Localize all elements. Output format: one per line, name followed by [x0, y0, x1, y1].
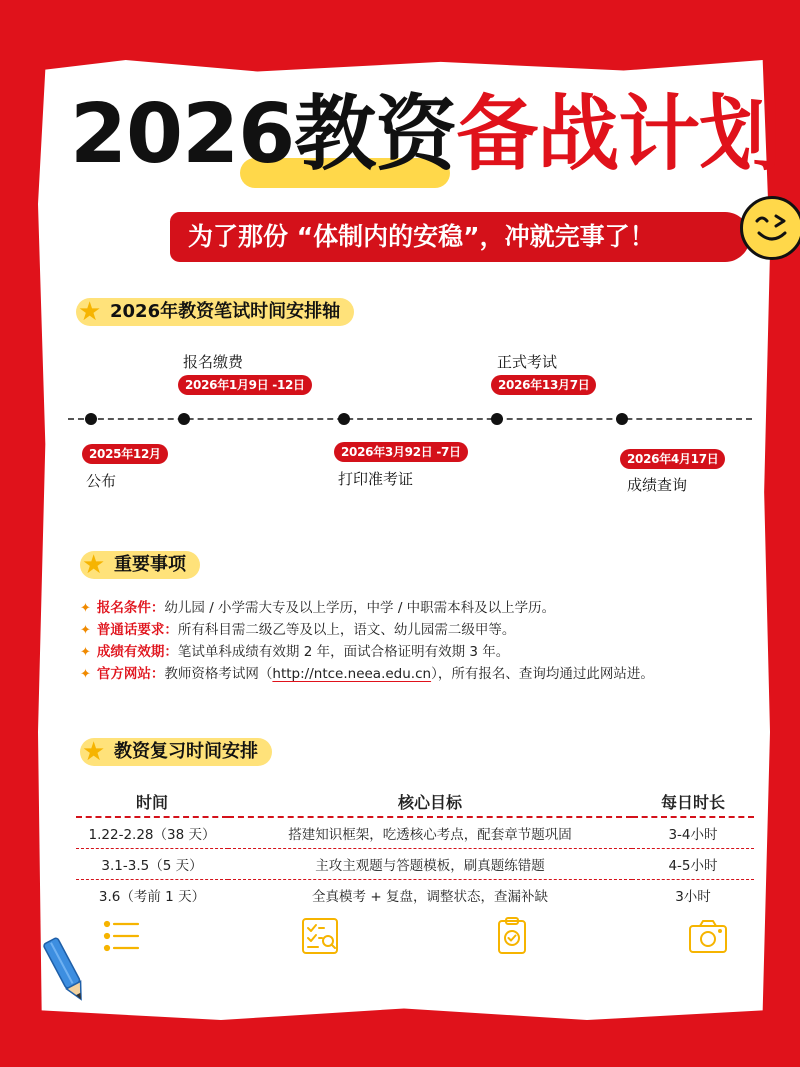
- table-cell: 全真模考 + 复盘，调整状态，查漏补缺: [312, 889, 548, 905]
- timeline-section-title: ★ 2026年教资笔试时间安排轴: [76, 298, 354, 326]
- table-cell: 搭建知识框架，吃透核心考点，配套章节题巩固: [228, 817, 632, 849]
- note-item: ✦ 官方网站：教师资格考试网（http://ntce.neea.edu.cn），所有报名、查询均通过此网站进。: [80, 666, 654, 682]
- timeline-date-pill: 2025年12月: [82, 444, 168, 464]
- table-row: [76, 880, 754, 911]
- list-icon: [102, 916, 142, 956]
- table-cell: 3.1-3.5（5 天）: [76, 849, 228, 880]
- schedule-table: [76, 786, 754, 910]
- note-item: ✦ 成绩有效期：笔试单科成绩有效期 2 年，面试合格证明有效期 3 年。: [80, 644, 510, 660]
- official-website-link[interactable]: http://ntce.neea.edu.cn: [272, 666, 432, 682]
- page-title: [70, 80, 780, 190]
- smiley-wink-icon: [740, 196, 800, 260]
- table-cell: 4-5小时: [632, 849, 754, 880]
- table-row: [76, 817, 754, 849]
- column-header: 每日时长: [632, 786, 754, 817]
- title-red-part: 备战计划: [456, 87, 781, 182]
- table-header-row: [76, 786, 754, 817]
- pencil-icon: [42, 935, 90, 1007]
- title-black-part: 2026教资: [70, 87, 457, 182]
- important-notes-list: [80, 597, 760, 685]
- timeline-axis: [68, 418, 752, 420]
- timeline-dot: [85, 413, 97, 425]
- table-cell: 主攻主观题与答题模板，刷真题练错题: [228, 849, 632, 880]
- note-item: ✦ 报名条件：幼儿园 / 小学需大专及以上学历，中学 / 中职需本科及以上学历。: [80, 600, 556, 616]
- timeline-event-label: 正式考试: [497, 353, 558, 371]
- schedule-section-title: ★ 教资复习时间安排: [80, 738, 272, 766]
- table-cell: 3-4小时: [632, 817, 754, 849]
- sparkle-bullet-icon: ✦: [80, 645, 91, 660]
- table-cell: 3小时: [675, 889, 711, 905]
- timeline-date-pill: 2026年4月17日: [620, 449, 725, 469]
- timeline-dot: [178, 413, 190, 425]
- star-icon: ★: [82, 550, 106, 580]
- star-icon: ★: [78, 297, 102, 327]
- sparkle-bullet-icon: ✦: [80, 623, 91, 638]
- important-section-title: ★ 重要事项: [80, 551, 200, 579]
- timeline-event-label: 成绩查询: [627, 476, 688, 494]
- table-cell: 1.22-2.28（38 天）: [76, 817, 228, 849]
- camera-icon: [688, 916, 728, 956]
- timeline-date-pill: 2026年13月7日: [491, 375, 596, 395]
- star-icon: ★: [82, 737, 106, 767]
- timeline-event-label: 打印准考证: [338, 470, 414, 488]
- clipboard-check-icon: [492, 916, 532, 956]
- timeline-date-pill: 2026年1月9日 -12日: [178, 375, 312, 395]
- timeline-dot: [338, 413, 350, 425]
- sparkle-bullet-icon: ✦: [80, 601, 91, 616]
- timeline-dot: [491, 413, 503, 425]
- note-item: ✦ 普通话要求：所有科目需二级乙等及以上，语文、幼儿园需二级甲等。: [80, 622, 516, 638]
- table-cell: 3.6（考前 1 天）: [98, 889, 206, 905]
- column-header: 核心目标: [228, 786, 632, 817]
- timeline-event-label: 公布: [86, 472, 117, 490]
- column-header: 时间: [76, 786, 228, 817]
- timeline-date-pill: 2026年3月92日 -7日: [334, 442, 468, 462]
- timeline-dot: [616, 413, 628, 425]
- timeline-event-label: 报名缴费: [183, 353, 244, 371]
- checklist-search-icon: [300, 916, 340, 956]
- table-row: [76, 849, 754, 880]
- sparkle-bullet-icon: ✦: [80, 667, 91, 682]
- slogan-banner: 为了那份 “体制内的安稳”，冲就完事了！: [170, 212, 750, 262]
